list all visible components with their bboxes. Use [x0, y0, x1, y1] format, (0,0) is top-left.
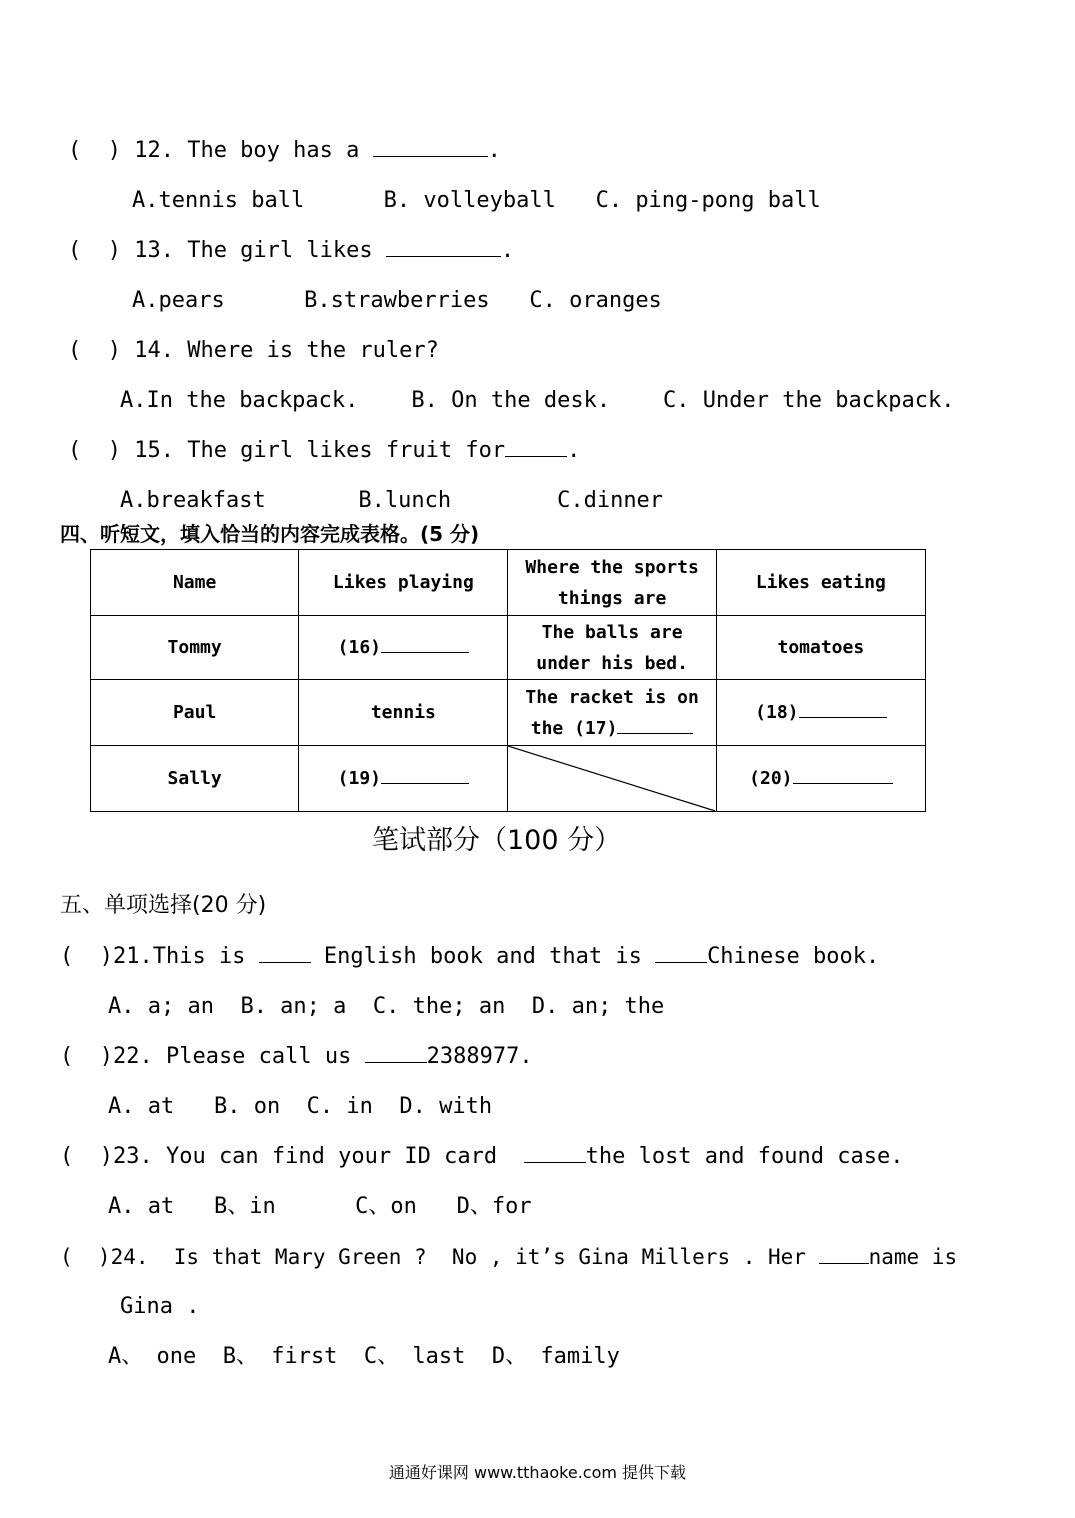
answer-blank[interactable] — [373, 136, 488, 157]
blank-number-16: (16) — [337, 637, 382, 658]
cell-where-crossed — [508, 746, 716, 812]
question-13 — [68, 236, 514, 266]
answer-blank[interactable] — [505, 436, 567, 457]
q23-stem-end: the lost and found case. — [585, 1144, 904, 1169]
table-row — [91, 746, 926, 812]
blank-number-18: (18) — [755, 702, 799, 723]
cell-where — [508, 680, 716, 746]
answer-blank[interactable] — [793, 767, 893, 784]
q14-options: A.In the backpack. B. On the desk. C. Under the backpack. — [120, 388, 955, 413]
header-likes-eating: Likes eating — [716, 550, 925, 616]
diagonal-line — [508, 746, 715, 811]
question-24 — [60, 1242, 957, 1272]
answer-blank[interactable] — [365, 1042, 427, 1063]
where-text-17: The racket is on the (17) — [525, 686, 699, 739]
q12-stem-end: . — [487, 138, 501, 163]
section-5-heading: 五、单项选择(20 分) — [60, 893, 267, 918]
q12-stem: ( ) 12. The boy has a — [68, 138, 373, 163]
q23-stem: ( )23. You can find your ID card — [60, 1144, 524, 1169]
answer-blank[interactable] — [381, 767, 469, 784]
q22-options: A. at B. on C. in D. with — [108, 1094, 493, 1119]
answer-blank[interactable] — [655, 942, 707, 963]
header-where: Where the sports things are — [508, 550, 716, 616]
question-21 — [60, 942, 879, 972]
cell-playing: tennis — [299, 680, 508, 746]
cell-playing — [299, 746, 508, 812]
q21-options: A. a; an B. an; a C. the; an D. an; the — [108, 994, 665, 1019]
answer-blank[interactable] — [799, 701, 887, 718]
q13-stem: ( ) 13. The girl likes — [68, 238, 386, 263]
q24-options: A、 one B、 first C、 last D、 family — [108, 1344, 620, 1369]
blank-number-19: (19) — [337, 768, 382, 789]
header-likes-playing: Likes playing — [299, 550, 508, 616]
q15-stem-end: . — [567, 438, 581, 463]
question-15 — [68, 436, 580, 466]
cell-eating — [716, 680, 925, 746]
q13-options: A.pears B.strawberries C. oranges — [132, 288, 662, 313]
answer-blank[interactable] — [617, 716, 693, 733]
q21-stem: ( )21.This is — [60, 944, 259, 969]
q24-stem: ( )24. Is that Mary Green ? No , it’s Gina Millers . Her — [60, 1245, 819, 1269]
q15-stem: ( ) 15. The girl likes fruit for — [68, 438, 506, 463]
question-12 — [68, 136, 501, 166]
q12-options: A.tennis ball B. volleyball C. ping-pong ball — [132, 188, 821, 213]
q21-stem-mid: English book and that is — [310, 944, 656, 969]
q22-stem-end: 2388977. — [426, 1044, 533, 1069]
answer-blank[interactable] — [381, 636, 469, 653]
q23-options: A. at B、in C、on D、for — [108, 1194, 532, 1219]
cell-where: The balls are under his bed. — [508, 616, 716, 680]
answer-blank[interactable] — [386, 236, 501, 257]
table-row — [91, 616, 926, 680]
q22-stem: ( )22. Please call us — [60, 1044, 365, 1069]
cell-playing — [299, 616, 508, 680]
answer-blank[interactable] — [259, 942, 311, 963]
section-4-heading: 四、听短文，填入恰当的内容完成表格。(5 分) — [60, 522, 480, 546]
q24-stem-continued: Gina . — [120, 1294, 200, 1319]
header-name: Name — [91, 550, 299, 616]
q13-stem-end: . — [500, 238, 515, 263]
question-22 — [60, 1042, 533, 1072]
question-23 — [60, 1142, 903, 1172]
question-14: ( ) 14. Where is the ruler? — [68, 338, 439, 363]
answer-blank[interactable] — [819, 1244, 869, 1264]
answer-blank[interactable] — [524, 1142, 586, 1163]
listening-table — [90, 549, 926, 812]
table-header-row — [91, 550, 926, 616]
q21-stem-end: Chinese book. — [707, 944, 880, 969]
table-row — [91, 680, 926, 746]
cell-name: Sally — [91, 746, 299, 812]
cell-name: Tommy — [91, 616, 299, 680]
cell-eating: tomatoes — [716, 616, 925, 680]
blank-number-20: (20) — [749, 768, 793, 789]
q24-stem-end: name is — [868, 1245, 958, 1269]
cell-eating — [716, 746, 925, 812]
written-part-title: 笔试部分（100 分） — [372, 825, 622, 856]
cell-name: Paul — [91, 680, 299, 746]
footer-source: 通通好课网 www.tthaoke.com 提供下载 — [388, 1463, 687, 1482]
q15-options: A.breakfast B.lunch C.dinner — [120, 488, 664, 513]
